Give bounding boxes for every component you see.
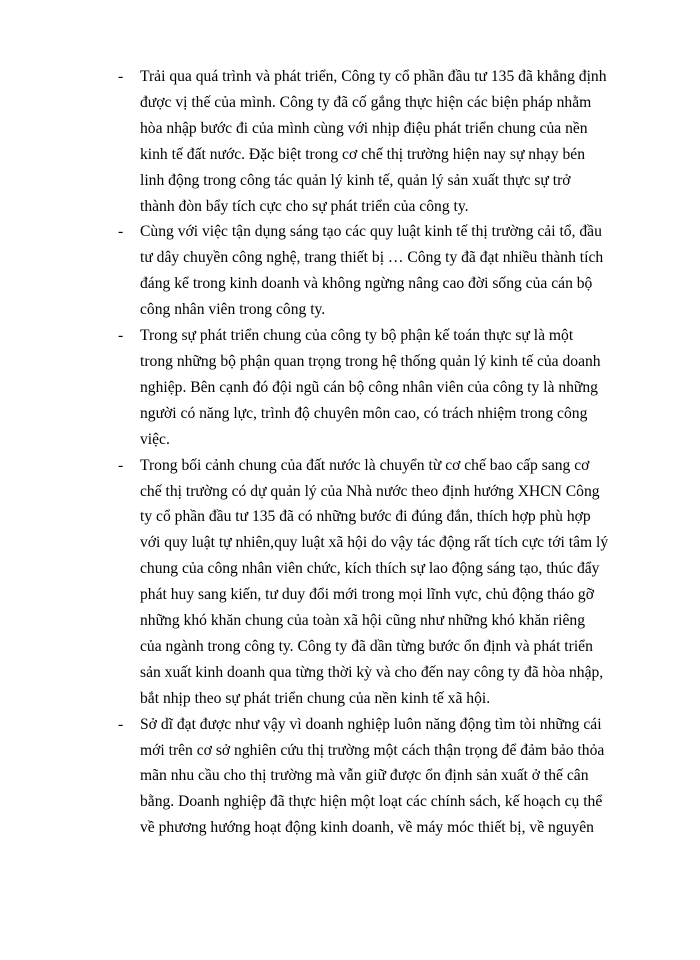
bullet-paragraph-4 (118, 453, 663, 712)
paragraph-line: Trong sự phát triển chung của công ty bộ phận kế toán thực sự là một (140, 327, 574, 345)
paragraph-line: những khó khăn chung của toàn xã hội cũng như những khó khăn riêng (140, 612, 586, 630)
paragraph-line: Cùng với việc tận dụng sáng tạo các quy luật kinh tế thị trường cải tổ, đầu (140, 223, 602, 241)
paragraph-line: việc. (140, 430, 170, 448)
paragraph-line: hòa nhập bước đi của mình cùng với nhịp điệu phát triển chung của nền (140, 119, 588, 137)
paragraph-line: người có năng lực, trình độ chuyên môn cao, có trách nhiệm trong công (140, 404, 588, 422)
paragraph-line: Sở dĩ đạt được như vậy vì doanh nghiệp luôn năng động tìm tòi những cái (140, 715, 602, 733)
paragraph-line: mãn nhu cầu cho thị trường mà vẫn giữ được ổn định sản xuất ở thế cân (140, 767, 589, 785)
paragraph-line: bằng. Doanh nghiệp đã thực hiện một loạt các chính sách, kế hoạch cụ thể (140, 793, 603, 811)
bullet-marker: - (118, 715, 124, 733)
paragraph-line: của ngành trong công ty. Công ty đã dần từng bước ổn định và phát triển (140, 637, 593, 655)
paragraph-line: Trong bối cảnh chung của đất nước là chuyển từ cơ chế bao cấp sang cơ (140, 456, 590, 474)
bullet-paragraph-3 (118, 323, 663, 453)
paragraph-line: nghiệp. Bên cạnh đó đội ngũ cán bộ công nhân viên của công ty là những (140, 378, 598, 396)
bullet-paragraph-5 (118, 712, 663, 842)
paragraph-line: chế thị trường có dự quản lý của Nhà nước theo định hướng XHCN Công (140, 482, 600, 500)
paragraph-line: linh động trong công tác quản lý kinh tế, quản lý sản xuất thực sự trở (140, 171, 571, 189)
paragraph-line: mới trên cơ sở nghiên cứu thị trường một cách thận trọng để đảm bảo thỏa (140, 741, 605, 759)
bullet-marker: - (118, 456, 124, 474)
paragraph-line: Trải qua quá trình và phát triển, Công ty cổ phần đầu tư 135 đã khẳng định (140, 68, 607, 85)
paragraph-line: chung của công nhân viên chức, kích thích sự lao động sáng tạo, thúc đẩy (140, 560, 600, 578)
paragraph-line: trong những bộ phận quan trọng trong hệ thống quản lý kinh tế của doanh (140, 352, 601, 370)
paragraph-line: với quy luật tự nhiên,quy luật xã hội do vậy tác động rất tích cực tới tâm lý (140, 534, 609, 552)
paragraph-line: bắt nhịp theo sự phát triển chung của nền kinh tế xã hội. (140, 689, 491, 707)
bullet-list (118, 64, 663, 841)
paragraph-line: thành đòn bẩy tích cực cho sự phát triển của công ty. (140, 197, 469, 215)
paragraph-line: ty cổ phần đầu tư 135 đã có những bước đi đúng đắn, thích hợp phù hợp (140, 508, 591, 526)
bullet-paragraph-1 (118, 64, 663, 219)
paragraph-line: tư dây chuyền công nghệ, trang thiết bị … Công ty đã đạt nhiều thành tích (140, 249, 604, 267)
bullet-marker: - (118, 68, 124, 85)
bullet-paragraph-2 (118, 219, 663, 323)
bullet-marker: - (118, 327, 124, 345)
paragraph-line: đáng kể trong kinh doanh và không ngừng nâng cao đời sống của cán bộ (140, 275, 593, 293)
paragraph-line: kinh tế đất nước. Đặc biệt trong cơ chế thị trường hiện nay sự nhạy bén (140, 145, 586, 163)
paragraph-line: phát huy sang kiến, tư duy đổi mới trong mọi lĩnh vực, chủ động tháo gỡ (140, 586, 594, 604)
bullet-marker: - (118, 223, 124, 241)
paragraph-line: được vị thế của mình. Công ty đã cố gắng thực hiện các biện pháp nhằm (140, 93, 592, 111)
paragraph-line: về phương hướng hoạt động kinh doanh, về máy móc thiết bị, về nguyên (140, 819, 594, 837)
paragraph-line: công nhân viên trong công ty. (140, 301, 326, 319)
paragraph-line: sản xuất kinh doanh qua từng thời kỳ và cho đến nay công ty đã hòa nhập, (140, 663, 604, 681)
